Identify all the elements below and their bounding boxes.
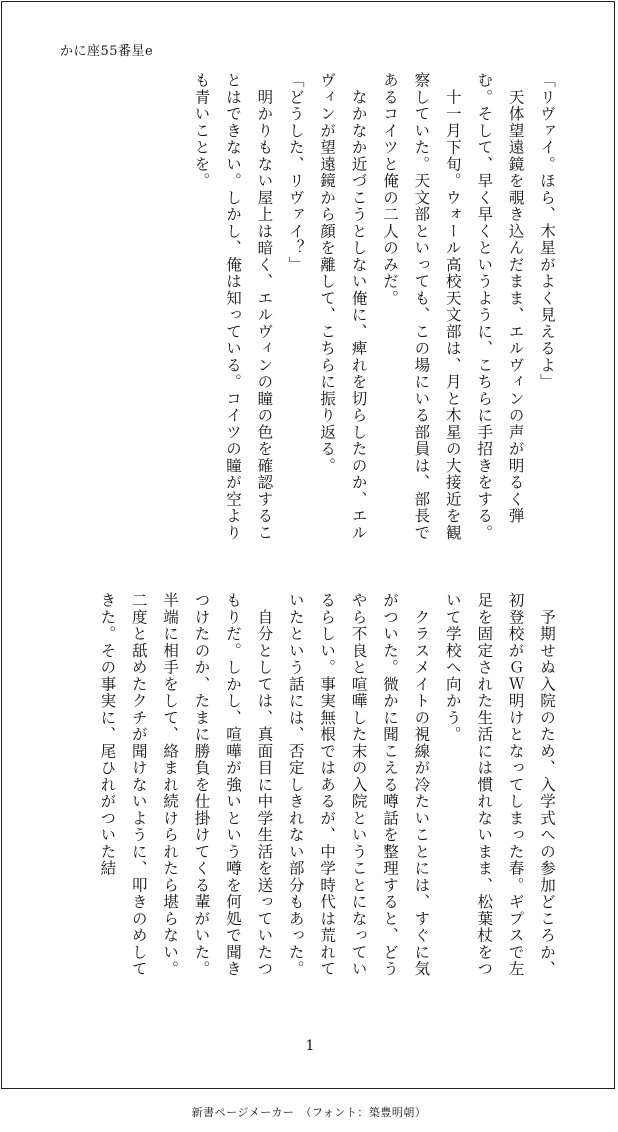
footer-credit: 新書ページメーカー （フォント：築豊明朝）	[191, 1106, 427, 1119]
paragraph: なかなか近づこうとしない俺に、痺れを切らしたのか、エルヴィンが望遠鏡から顔を離して、こちらに振り返る。	[318, 72, 368, 541]
text-block-bottom	[72, 592, 562, 987]
paragraph: 十一月下旬。ウォール高校天文部は、月と木星の大接近を観察していた。天文部といっても、この場にいる部員は、部長であるコイツと俺の二人のみだ。	[380, 72, 462, 541]
paragraph: 自分としては、真面目に中学生活を送っていたつもりだ。しかし、喧嘩が強いという噂を何処で聞きつけたのか、たまに勝負を仕掛けてくる輩がいた。半端に相手をして、絡まれ続けられたら堪らない。二度と舐めたクチが聞けないように、叩きのめしてきた。その事実に、尾ひれがついた結	[98, 592, 274, 978]
running-head-title: かに座55番星e	[60, 44, 154, 59]
page-number: 1	[305, 1038, 315, 1054]
paragraph: クラスメイトの視線が冷たいことには、すぐに気がついた。微かに聞こえる噂話を整理すると、どうやら不良と喧嘩した末の入院ということになっているらしい。事実無根ではあるが、中学時代は荒れていたという話には、否定しきれない部分もあった。	[286, 592, 431, 978]
paragraph: 天体望遠鏡を覗き込んだまま、エルヴィンの声が明るく弾む。そして、早く早くというように、こちらに手招きをする。	[475, 72, 525, 541]
page-frame	[1, 1, 615, 1089]
paragraph: 明かりもない屋上は暗く、エルヴィンの瞳の色を確認することはできない。しかし、俺は知っている。コイツの瞳が空よりも青いことを。	[192, 72, 274, 541]
paragraph: 「リヴァイ。ほら、木星がよく見えるよ」	[538, 72, 556, 391]
paragraph: 「どうした、リヴァイ？」	[286, 72, 305, 273]
text-block-top	[72, 72, 562, 542]
paragraph: 予期せぬ入院のため、入学式への参加どころか、初登校がＧＷ明けとなってしまった春。ギプスで左足を固定された生活には慣れないまま、松葉杖をついて学校へ向かう。	[443, 592, 556, 978]
